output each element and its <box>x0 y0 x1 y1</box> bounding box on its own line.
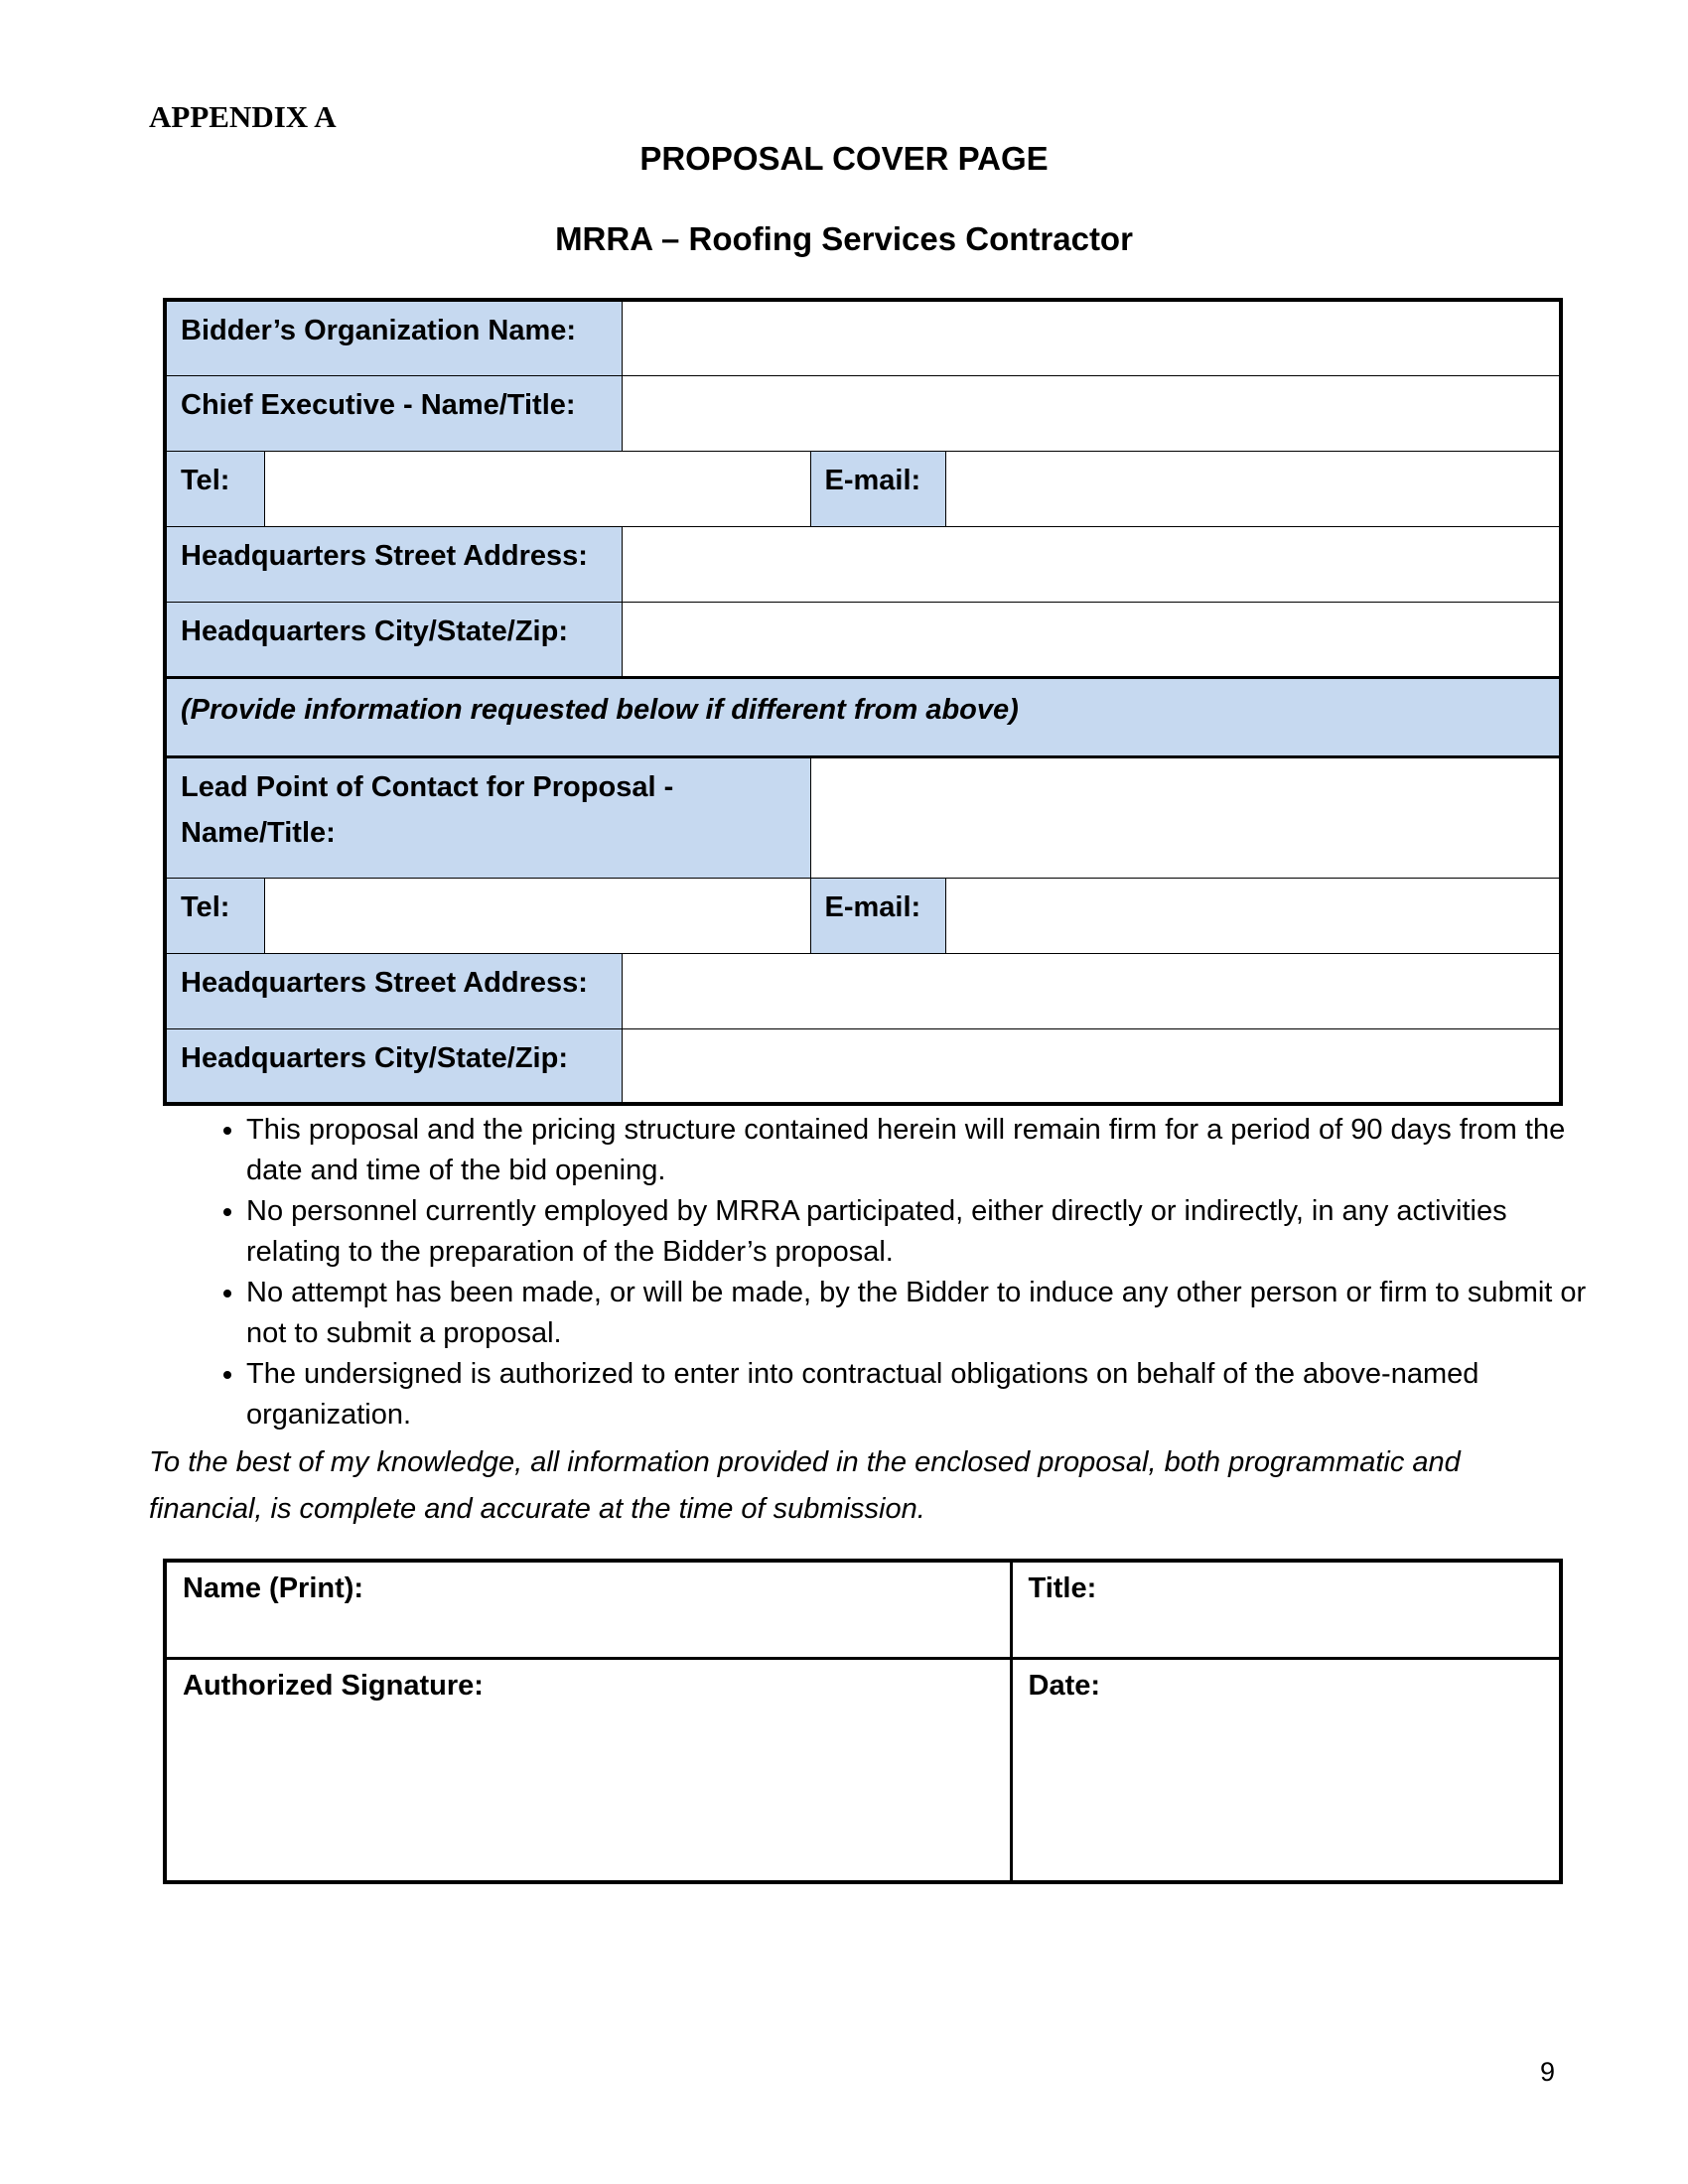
chief-exec-label: Chief Executive - Name/Title: <box>165 375 622 451</box>
tel-label-2: Tel: <box>165 878 264 953</box>
page-number: 9 <box>1539 2057 1555 2087</box>
name-print-label: Name (Print): <box>183 1572 364 1604</box>
authorized-signature-label: Authorized Signature: <box>183 1669 484 1702</box>
certification-item: • No attempt has been made, or will be made, by the Bidder to induce any other person or firm to submit or not to submit a proposal. <box>246 1273 1607 1354</box>
tel-field-2[interactable] <box>264 878 810 953</box>
hq-street-field[interactable] <box>622 526 1561 602</box>
title-label: Title: <box>1028 1572 1097 1604</box>
hq-street-field-2[interactable] <box>622 953 1561 1028</box>
hq-city-field[interactable] <box>622 602 1561 677</box>
certification-item: • The undersigned is authorized to enter into contractual obligations on behalf of the above-named organization. <box>246 1354 1607 1435</box>
email-label: E-mail: <box>810 451 945 526</box>
tel-field[interactable] <box>264 451 810 526</box>
different-info-note: (Provide information requested below if different from above) <box>165 677 1561 756</box>
name-print-field[interactable] <box>165 1561 1011 1658</box>
org-name-label: Bidder’s Organization Name: <box>165 300 622 375</box>
page-title: PROPOSAL COVER PAGE <box>639 140 1049 177</box>
email-label-2: E-mail: <box>810 878 945 953</box>
date-field[interactable] <box>1011 1658 1561 1882</box>
accuracy-statement: To the best of my knowledge, all information provided in the enclosed proposal, both programmatic and financial, is complete and accurate at the time of submission. <box>149 1446 1461 1525</box>
date-label: Date: <box>1028 1669 1101 1702</box>
chief-exec-field[interactable] <box>622 375 1561 451</box>
hq-city-label-2: Headquarters City/State/Zip: <box>165 1028 622 1104</box>
page-subtitle: MRRA – Roofing Services Contractor <box>555 220 1133 257</box>
tel-label: Tel: <box>165 451 264 526</box>
appendix-heading: APPENDIX A <box>149 99 337 134</box>
email-field-2[interactable] <box>945 878 1561 953</box>
hq-street-label: Headquarters Street Address: <box>165 526 622 602</box>
certification-item: • No personnel currently employed by MRRA participated, either directly or indirectly, in any activities relating to the preparation of the Bidder’s proposal. <box>246 1191 1607 1273</box>
hq-city-label: Headquarters City/State/Zip: <box>165 602 622 677</box>
title-field[interactable] <box>1011 1561 1561 1658</box>
signature-block <box>163 1559 1563 1884</box>
bidder-info-form <box>163 298 1563 1106</box>
lead-contact-field[interactable] <box>810 756 1561 878</box>
certification-list <box>187 1110 1607 1435</box>
org-name-field[interactable] <box>622 300 1561 375</box>
lead-contact-label: Lead Point of Contact for Proposal - Name/Title: <box>165 756 810 878</box>
hq-city-field-2[interactable] <box>622 1028 1561 1104</box>
authorized-signature-field[interactable] <box>165 1658 1011 1882</box>
email-field[interactable] <box>945 451 1561 526</box>
certification-item: • This proposal and the pricing structure contained herein will remain firm for a period of 90 days from the date and time of the bid opening. <box>246 1110 1607 1191</box>
hq-street-label-2: Headquarters Street Address: <box>165 953 622 1028</box>
